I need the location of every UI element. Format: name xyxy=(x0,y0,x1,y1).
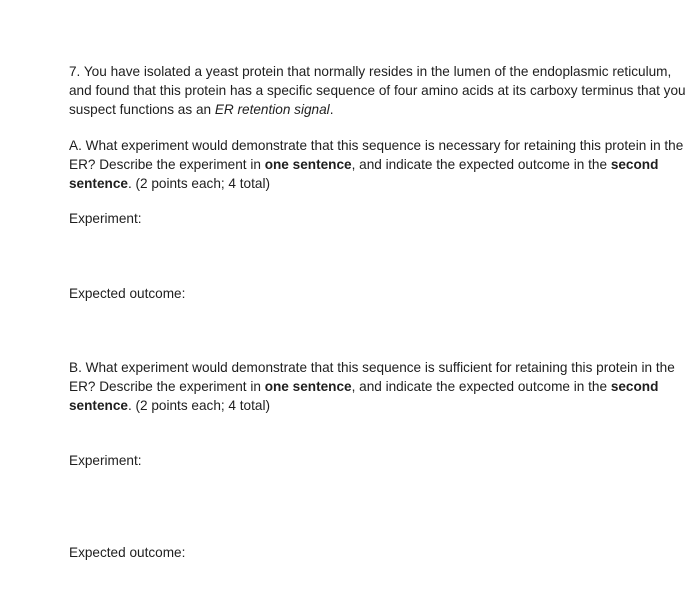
part-b-bold-second-sentence: second sentence xyxy=(69,379,659,413)
question-intro xyxy=(69,62,689,119)
part-a-experiment-label: Experiment: xyxy=(69,211,142,226)
part-b-text-3: . (2 points each; 4 total) xyxy=(127,398,270,413)
question-intro-text: 7. You have isolated a yeast protein that normally resides in the lumen of the endoplasmic reticulum, and found that this protein has a specific sequence of four amino acids at its carboxy terminus that you suspect functions as an xyxy=(69,64,686,117)
part-a-prompt xyxy=(69,136,689,193)
part-b-prompt xyxy=(69,358,689,415)
part-b-bold-one-sentence: one sentence xyxy=(264,379,352,394)
part-a-bold-one-sentence: one sentence xyxy=(264,157,352,172)
question-intro-period: . xyxy=(329,102,334,117)
part-b-experiment-label: Experiment: xyxy=(69,453,142,468)
part-a-text-2: , and indicate the expected outcome in the xyxy=(351,157,611,172)
part-a-text-1: A. What experiment would demonstrate that this sequence is necessary for retaining this protein in the ER? Describe the experiment in xyxy=(69,138,684,172)
part-b-outcome-label: Expected outcome: xyxy=(69,545,186,560)
part-b-text-2: , and indicate the expected outcome in the xyxy=(351,379,611,394)
part-b-text-1: B. What experiment would demonstrate that this sequence is sufficient for retaining this protein in the ER? Describe the experiment in xyxy=(69,360,675,394)
part-a-outcome-label: Expected outcome: xyxy=(69,286,186,301)
er-retention-signal-term: ER retention signal xyxy=(214,102,330,117)
part-a-bold-second-sentence: second sentence xyxy=(69,157,659,191)
part-a-text-3: . (2 points each; 4 total) xyxy=(127,176,270,191)
